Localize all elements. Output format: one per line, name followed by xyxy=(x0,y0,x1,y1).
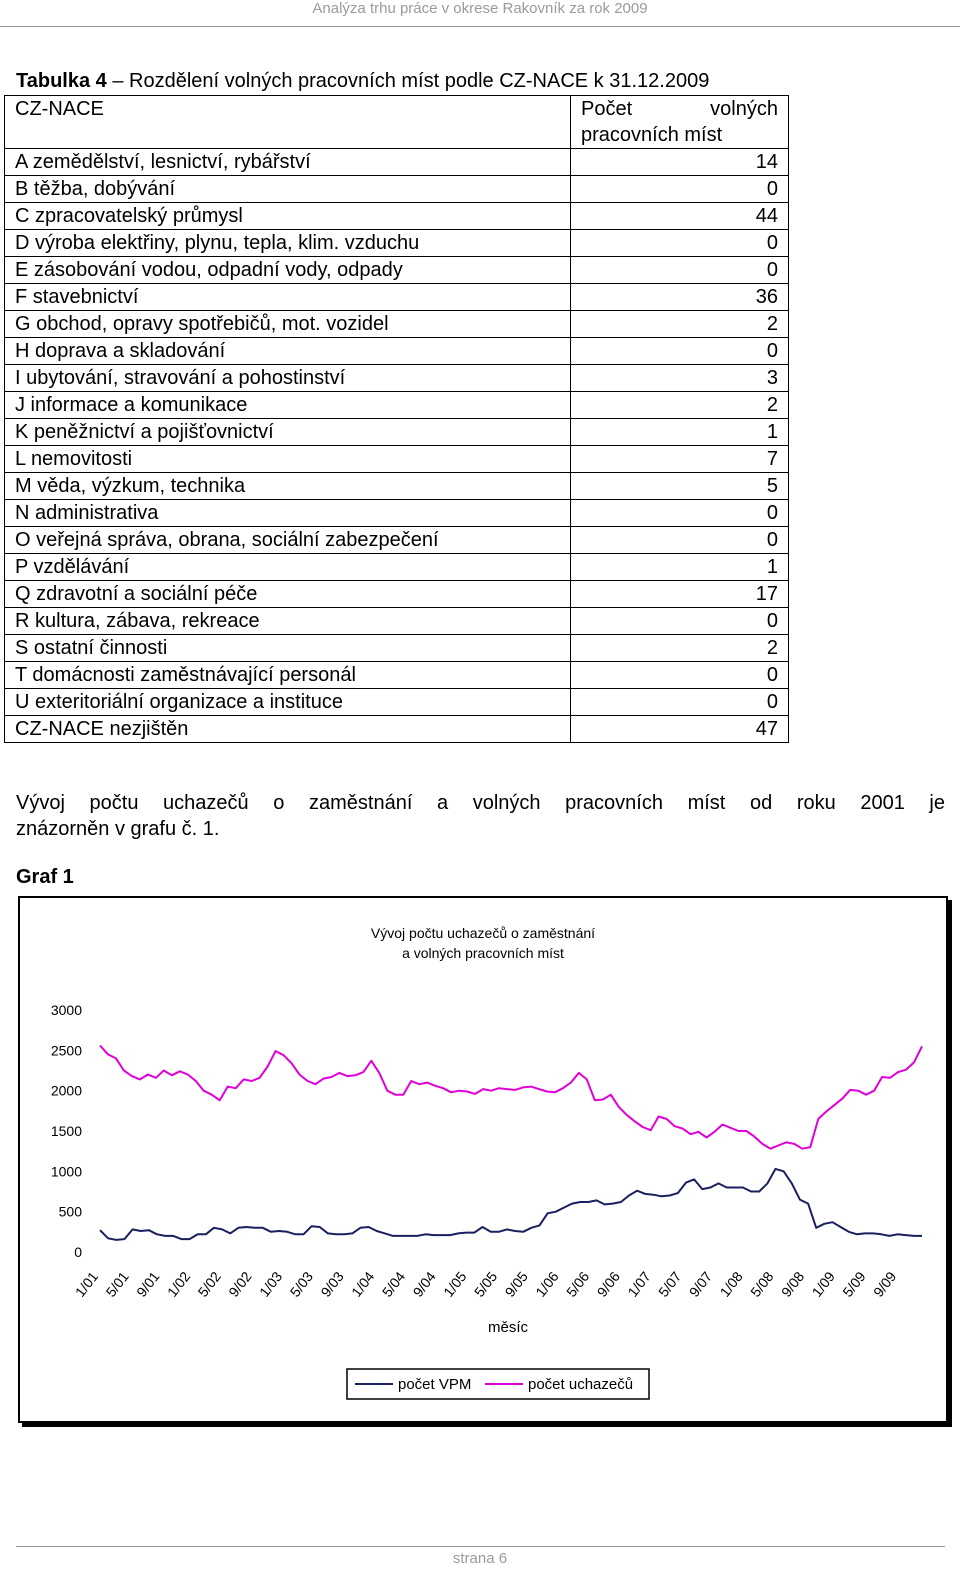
row-category: E zásobování vodou, odpadní vody, odpady xyxy=(5,257,571,284)
x-tick-label: 1/01 xyxy=(71,1268,102,1300)
legend-label-uchazeci: počet uchazečů xyxy=(528,1376,634,1393)
row-category: U exteritoriální organizace a instituce xyxy=(5,689,571,716)
table-row xyxy=(5,230,789,257)
row-count: 0 xyxy=(571,662,789,689)
y-tick-label: 2500 xyxy=(50,1042,82,1059)
row-category: F stavebnictví xyxy=(5,284,571,311)
table-header-row xyxy=(5,96,789,149)
nace-table xyxy=(4,95,789,743)
row-count: 5 xyxy=(571,473,789,500)
row-category: A zemědělství, lesnictví, rybářství xyxy=(5,149,571,176)
table-row xyxy=(5,527,789,554)
row-category: K peněžnictví a pojišťovnictví xyxy=(5,419,571,446)
row-count: 0 xyxy=(571,689,789,716)
row-count: 17 xyxy=(571,581,789,608)
row-count: 36 xyxy=(571,284,789,311)
col-header-count: Počet volných pracovních míst xyxy=(571,96,789,149)
row-count: 2 xyxy=(571,311,789,338)
y-tick-label: 2000 xyxy=(50,1082,82,1099)
series-line-uchazeci xyxy=(100,1046,922,1149)
table-caption-text: – Rozdělení volných pracovních míst podle CZ-NACE k 31.12.2009 xyxy=(106,70,710,92)
row-category: G obchod, opravy spotřebičů, mot. vozidel xyxy=(5,311,571,338)
x-tick-label: 5/06 xyxy=(562,1268,593,1300)
x-tick-label: 5/08 xyxy=(747,1268,777,1300)
row-count: 44 xyxy=(571,203,789,230)
x-tick-label: 1/07 xyxy=(624,1268,654,1300)
table-caption xyxy=(16,70,709,93)
page-footer: strana 6 xyxy=(452,1550,508,1567)
table-row xyxy=(5,311,789,338)
row-category: N administrativa xyxy=(5,500,571,527)
row-category: CZ-NACE nezjištěn xyxy=(5,716,571,743)
x-tick-label: 9/08 xyxy=(777,1268,808,1300)
legend-label-vpm: počet VPM xyxy=(398,1376,472,1393)
footer-divider xyxy=(16,1546,945,1547)
paragraph-line-2: znázorněn v grafu č. 1. xyxy=(16,818,220,840)
table-row xyxy=(5,662,789,689)
table-row xyxy=(5,473,789,500)
row-count: 3 xyxy=(571,365,789,392)
row-category: J informace a komunikace xyxy=(5,392,571,419)
x-tick-label: 5/05 xyxy=(470,1268,501,1300)
row-category: Q zdravotní a sociální péče xyxy=(5,581,571,608)
table-row xyxy=(5,689,789,716)
table-row xyxy=(5,419,789,446)
chart-title: Vývoj počtu uchazečů o zaměstnání xyxy=(370,925,596,941)
row-count: 1 xyxy=(571,554,789,581)
x-tick-label: 5/03 xyxy=(286,1268,317,1300)
x-tick-label: 9/03 xyxy=(317,1268,347,1300)
y-tick-label: 1500 xyxy=(50,1123,82,1139)
table-row xyxy=(5,392,789,419)
row-count: 0 xyxy=(571,500,789,527)
row-count: 0 xyxy=(571,527,789,554)
table-row xyxy=(5,608,789,635)
row-category: M věda, výzkum, technika xyxy=(5,473,571,500)
table-row xyxy=(5,716,789,743)
y-tick-label: 500 xyxy=(58,1203,82,1220)
x-tick-label: 9/04 xyxy=(409,1268,439,1300)
x-tick-label: 1/06 xyxy=(532,1268,562,1300)
series-line-vpm xyxy=(100,1169,922,1240)
table-row xyxy=(5,176,789,203)
chart-subtitle: a volných pracovních míst xyxy=(402,945,564,961)
row-count: 0 xyxy=(571,338,789,365)
table-row xyxy=(5,581,789,608)
row-category: I ubytování, stravování a pohostinství xyxy=(5,365,571,392)
table-row xyxy=(5,338,789,365)
row-count: 14 xyxy=(571,149,789,176)
x-tick-label: 5/04 xyxy=(378,1268,409,1300)
table-row xyxy=(5,257,789,284)
table-row xyxy=(5,203,789,230)
y-tick-label: 1000 xyxy=(50,1163,82,1180)
row-count: 2 xyxy=(571,635,789,662)
table-row xyxy=(5,149,789,176)
row-category: O veřejná správa, obrana, sociální zabezpečení xyxy=(5,527,571,554)
x-tick-label: 1/03 xyxy=(255,1268,286,1300)
row-count: 7 xyxy=(571,446,789,473)
table-row xyxy=(5,284,789,311)
y-tick-label: 3000 xyxy=(50,1002,82,1018)
x-tick-label: 9/02 xyxy=(225,1268,255,1300)
header-divider xyxy=(0,26,960,27)
x-tick-label: 1/08 xyxy=(716,1268,746,1300)
row-count: 0 xyxy=(571,257,789,284)
table-row xyxy=(5,446,789,473)
row-category: B těžba, dobývání xyxy=(5,176,571,203)
x-tick-label: 5/07 xyxy=(655,1268,685,1300)
x-tick-label: 1/04 xyxy=(348,1268,378,1300)
row-category: S ostatní činnosti xyxy=(5,635,571,662)
row-count: 0 xyxy=(571,176,789,203)
x-tick-label: 9/06 xyxy=(593,1268,624,1300)
row-count: 1 xyxy=(571,419,789,446)
x-axis-label: měsíc xyxy=(487,1319,529,1336)
row-count: 2 xyxy=(571,392,789,419)
table-caption-label: Tabulka 4 xyxy=(16,70,107,92)
x-tick-label: 9/05 xyxy=(501,1268,531,1300)
x-tick-label: 5/09 xyxy=(839,1268,869,1300)
table-row xyxy=(5,635,789,662)
x-tick-label: 5/02 xyxy=(194,1268,224,1300)
x-tick-label: 1/09 xyxy=(808,1268,838,1300)
row-category: T domácnosti zaměstnávající personál xyxy=(5,662,571,689)
chart-frame xyxy=(18,896,948,1423)
row-count: 0 xyxy=(571,230,789,257)
x-tick-label: 5/01 xyxy=(102,1268,132,1300)
line-chart xyxy=(20,898,946,1421)
body-paragraph xyxy=(16,790,945,842)
row-category: P vzdělávání xyxy=(5,554,571,581)
paragraph-line-1: Vývoj počtu uchazečů o zaměstnání a volných pracovních míst od roku 2001 je xyxy=(16,792,945,814)
table-row xyxy=(5,500,789,527)
x-tick-label: 9/01 xyxy=(133,1268,163,1300)
row-category: D výroba elektřiny, plynu, tepla, klim. vzduchu xyxy=(5,230,571,257)
row-category: H doprava a skladování xyxy=(5,338,571,365)
table-row xyxy=(5,554,789,581)
page-header: Analýza trhu práce v okrese Rakovník za rok 2009 xyxy=(312,0,648,17)
row-category: L nemovitosti xyxy=(5,446,571,473)
row-count: 0 xyxy=(571,608,789,635)
x-tick-label: 1/02 xyxy=(163,1268,194,1300)
row-category: R kultura, zábava, rekreace xyxy=(5,608,571,635)
row-category: C zpracovatelský průmysl xyxy=(5,203,571,230)
x-tick-label: 9/07 xyxy=(685,1268,716,1300)
y-tick-label: 0 xyxy=(74,1244,82,1260)
graph-label: Graf 1 xyxy=(16,866,74,888)
x-tick-label: 9/09 xyxy=(869,1268,900,1300)
x-tick-label: 1/05 xyxy=(440,1268,470,1300)
table-row xyxy=(5,365,789,392)
col-header-category: CZ-NACE xyxy=(5,96,571,149)
row-count: 47 xyxy=(571,716,789,743)
